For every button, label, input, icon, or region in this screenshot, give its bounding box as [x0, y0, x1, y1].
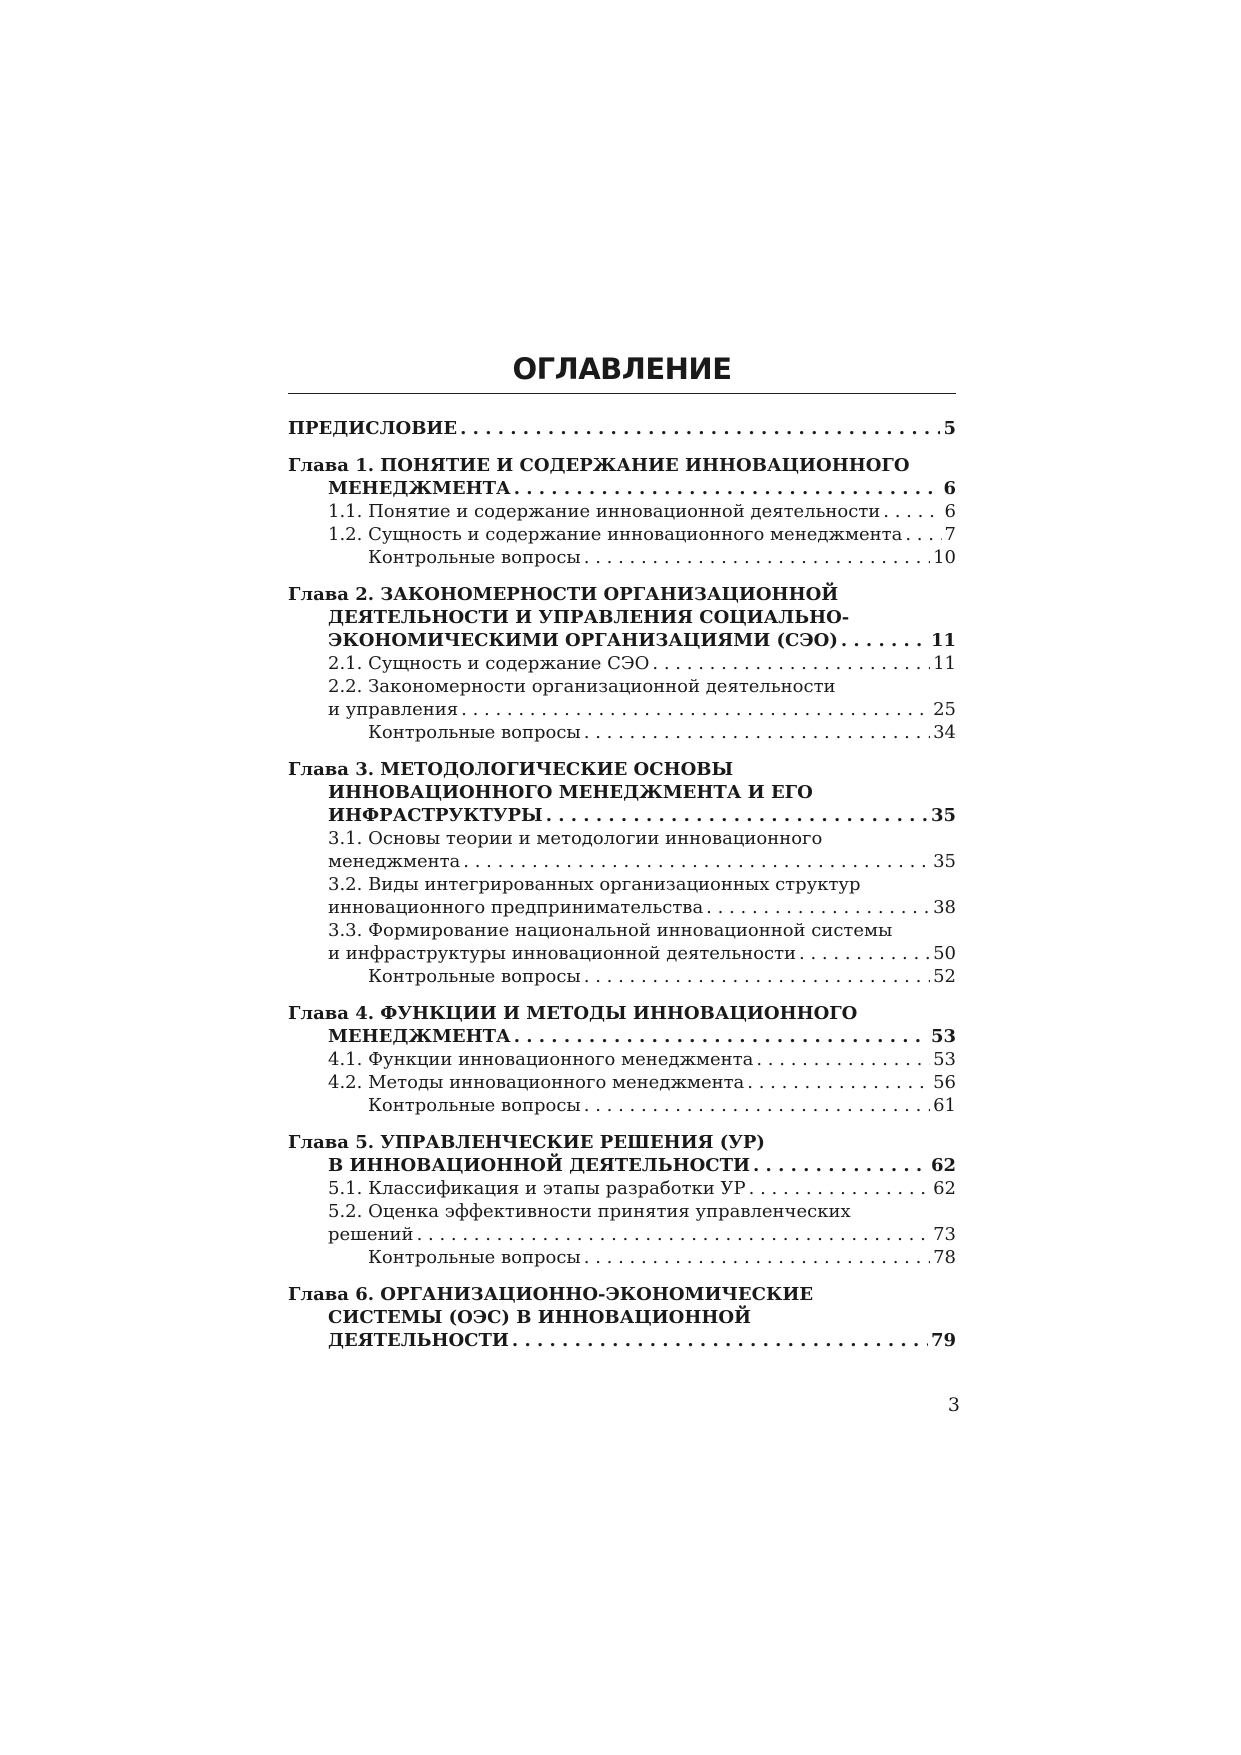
entry-title: 2.1. Сущность и содержание СЭО [328, 653, 650, 674]
entry-title: Глава 5. УПРАВЛЕНЧЕСКИЕ РЕШЕНИЯ (УР) [288, 1132, 765, 1153]
entry-page: 50 [933, 943, 956, 964]
entry-title: Глава 1. ПОНЯТИЕ И СОДЕРЖАНИЕ ИННОВАЦИОННОГО [288, 455, 910, 476]
entry-title: 3.2. Виды интегрированных организационных структур [328, 874, 861, 895]
entry-page: 62 [930, 1155, 956, 1176]
toc-entry-chapter-6-cont[interactable] [288, 1306, 956, 1329]
section-gap [288, 1269, 956, 1283]
entry-page: 6 [943, 478, 956, 499]
toc-entry-section-2-1[interactable] [288, 652, 956, 675]
dot-leader [584, 546, 930, 569]
toc-entry-section-3-2-cont[interactable] [288, 896, 956, 919]
entry-title: Глава 3. МЕТОДОЛОГИЧЕСКИЕ ОСНОВЫ [288, 759, 734, 780]
toc-entry-preface[interactable] [288, 417, 956, 440]
toc-entry-chapter-2[interactable] [288, 583, 956, 606]
dot-leader [799, 942, 930, 965]
entry-title: ДЕЯТЕЛЬНОСТИ И УПРАВЛЕНИЯ СОЦИАЛЬНО- [328, 607, 850, 628]
entry-page: 6 [944, 501, 956, 522]
toc-entry-questions-1[interactable] [288, 546, 956, 569]
entry-page: 56 [933, 1072, 956, 1093]
toc-entry-section-2-2[interactable] [288, 675, 956, 698]
entry-page: 62 [933, 1178, 956, 1199]
toc-entry-chapter-6-cont[interactable] [288, 1329, 956, 1352]
entry-title: 3.3. Формирование национальной инновационной системы [328, 920, 893, 941]
toc-entry-section-1-2[interactable] [288, 523, 956, 546]
entry-page: 5 [943, 418, 956, 439]
toc-entry-section-1-1[interactable] [288, 500, 956, 523]
entry-page: 73 [933, 1224, 956, 1245]
dot-leader [753, 1154, 928, 1177]
dot-leader [756, 1048, 930, 1071]
entry-title: ИНФРАСТРУКТУРЫ [328, 805, 543, 826]
dot-leader [546, 804, 928, 827]
toc-entry-section-3-3-cont[interactable] [288, 942, 956, 965]
entry-title: Глава 4. ФУНКЦИИ И МЕТОДЫ ИННОВАЦИОННОГО [288, 1003, 858, 1024]
dot-leader [584, 1246, 930, 1269]
entry-page: 53 [933, 1049, 956, 1070]
entry-title: решений [328, 1224, 414, 1245]
entry-title: 5.1. Классификация и этапы разработки УР [328, 1178, 746, 1199]
section-gap [288, 744, 956, 758]
entry-page: 78 [933, 1247, 956, 1268]
toc-entry-chapter-2-cont[interactable] [288, 629, 956, 652]
entry-page: 79 [930, 1330, 956, 1351]
entry-title: инновационного предпринимательства [328, 897, 704, 918]
toc-entry-chapter-5[interactable] [288, 1131, 956, 1154]
section-gap [288, 988, 956, 1002]
table-of-contents [288, 348, 956, 1352]
page-number: 3 [947, 1394, 960, 1416]
entry-page: 11 [930, 630, 956, 651]
entry-page: 25 [933, 699, 956, 720]
entry-page: 38 [933, 897, 956, 918]
entry-title: ПРЕДИСЛОВИЕ [288, 418, 458, 439]
entry-page: 52 [933, 966, 956, 987]
entry-page: 61 [933, 1095, 956, 1116]
entry-page: 34 [933, 722, 956, 743]
entry-title: Глава 6. ОРГАНИЗАЦИОННО-ЭКОНОМИЧЕСКИЕ [288, 1284, 814, 1305]
toc-entry-chapter-3-cont[interactable] [288, 781, 956, 804]
section-gap [288, 1117, 956, 1131]
dot-leader [463, 850, 930, 873]
toc-entry-chapter-3[interactable] [288, 758, 956, 781]
toc-entry-section-5-2[interactable] [288, 1200, 956, 1223]
toc-entry-chapter-1[interactable] [288, 454, 956, 477]
entry-title: Контрольные вопросы [368, 1095, 581, 1116]
dot-leader [652, 652, 930, 675]
dot-leader [417, 1223, 931, 1246]
toc-entry-chapter-3-cont[interactable] [288, 804, 956, 827]
dot-leader [512, 1329, 928, 1352]
entry-title: Глава 2. ЗАКОНОМЕРНОСТИ ОРГАНИЗАЦИОННОЙ [288, 584, 839, 605]
toc-entry-chapter-6[interactable] [288, 1283, 956, 1306]
entry-title: Контрольные вопросы [368, 966, 581, 987]
toc-entry-section-4-2[interactable] [288, 1071, 956, 1094]
entry-title: Контрольные вопросы [368, 1247, 581, 1268]
entry-page: 35 [930, 805, 956, 826]
dot-leader [841, 629, 928, 652]
toc-entry-section-3-1[interactable] [288, 827, 956, 850]
toc-entry-questions-2[interactable] [288, 721, 956, 744]
toc-entry-chapter-4[interactable] [288, 1002, 956, 1025]
toc-entry-section-5-1[interactable] [288, 1177, 956, 1200]
entry-title: ЭКОНОМИЧЕСКИМИ ОРГАНИЗАЦИЯМИ (СЭО) [328, 630, 838, 651]
entry-title: 1.1. Понятие и содержание инновационной деятельности [328, 501, 881, 522]
toc-entry-section-4-1[interactable] [288, 1048, 956, 1071]
toc-entry-section-5-2-cont[interactable] [288, 1223, 956, 1246]
toc-entry-chapter-4-cont[interactable] [288, 1025, 956, 1048]
entry-title: Контрольные вопросы [368, 722, 581, 743]
dot-leader [706, 896, 930, 919]
entry-title: Контрольные вопросы [368, 547, 581, 568]
section-gap [288, 440, 956, 454]
entry-title: 2.2. Закономерности организационной деятельности [328, 676, 836, 697]
entry-title: и управления [328, 699, 459, 720]
entry-title: менеджмента [328, 851, 461, 872]
toc-entry-section-3-1-cont[interactable] [288, 850, 956, 873]
entry-page: 35 [933, 851, 956, 872]
dot-leader [749, 1177, 930, 1200]
entry-title: МЕНЕДЖМЕНТА [328, 1026, 511, 1047]
dot-leader [905, 523, 941, 546]
dot-leader [514, 1025, 928, 1048]
entry-title: В ИННОВАЦИОННОЙ ДЕЯТЕЛЬНОСТИ [328, 1155, 750, 1176]
entry-title: СИСТЕМЫ (ОЭС) В ИННОВАЦИОННОЙ [328, 1307, 752, 1328]
entry-title: 4.2. Методы инновационного менеджмента [328, 1072, 745, 1093]
toc-entry-chapter-5-cont[interactable] [288, 1154, 956, 1177]
section-gap [288, 569, 956, 583]
dot-leader [747, 1071, 930, 1094]
toc-entry-questions-5[interactable] [288, 1246, 956, 1269]
toc-entry-section-3-3[interactable] [288, 919, 956, 942]
entry-title: 4.1. Функции инновационного менеджмента [328, 1049, 754, 1070]
dot-leader [461, 698, 930, 721]
dot-leader [584, 965, 930, 988]
toc-entry-chapter-2-cont[interactable] [288, 606, 956, 629]
entry-page: 11 [933, 653, 956, 674]
entry-title: 3.1. Основы теории и методологии инновационного [328, 828, 823, 849]
toc-heading: ОГЛАВЛЕНИЕ [512, 352, 732, 386]
dot-leader [514, 477, 941, 500]
entry-title: МЕНЕДЖМЕНТА [328, 478, 511, 499]
dot-leader [584, 721, 930, 744]
entry-page: 53 [930, 1026, 956, 1047]
toc-entry-questions-3[interactable] [288, 965, 956, 988]
entry-page: 7 [944, 524, 956, 545]
toc-entry-section-3-2[interactable] [288, 873, 956, 896]
entry-title: 1.2. Сущность и содержание инновационного менеджмента [328, 524, 903, 545]
entry-title: ДЕЯТЕЛЬНОСТИ [328, 1330, 509, 1351]
dot-leader [584, 1094, 930, 1117]
entry-title: 5.2. Оценка эффективности принятия управленческих [328, 1201, 851, 1222]
toc-entry-section-2-2-cont[interactable] [288, 698, 956, 721]
entry-title: и инфраструктуры инновационной деятельности [328, 943, 797, 964]
entry-title: ИННОВАЦИОННОГО МЕНЕДЖМЕНТА И ЕГО [328, 782, 813, 803]
dot-leader [883, 500, 941, 523]
dot-leader [460, 417, 940, 440]
entry-page: 10 [933, 547, 956, 568]
toc-entry-chapter-1-cont[interactable] [288, 477, 956, 500]
heading-divider [288, 393, 956, 394]
toc-entry-questions-4[interactable] [288, 1094, 956, 1117]
